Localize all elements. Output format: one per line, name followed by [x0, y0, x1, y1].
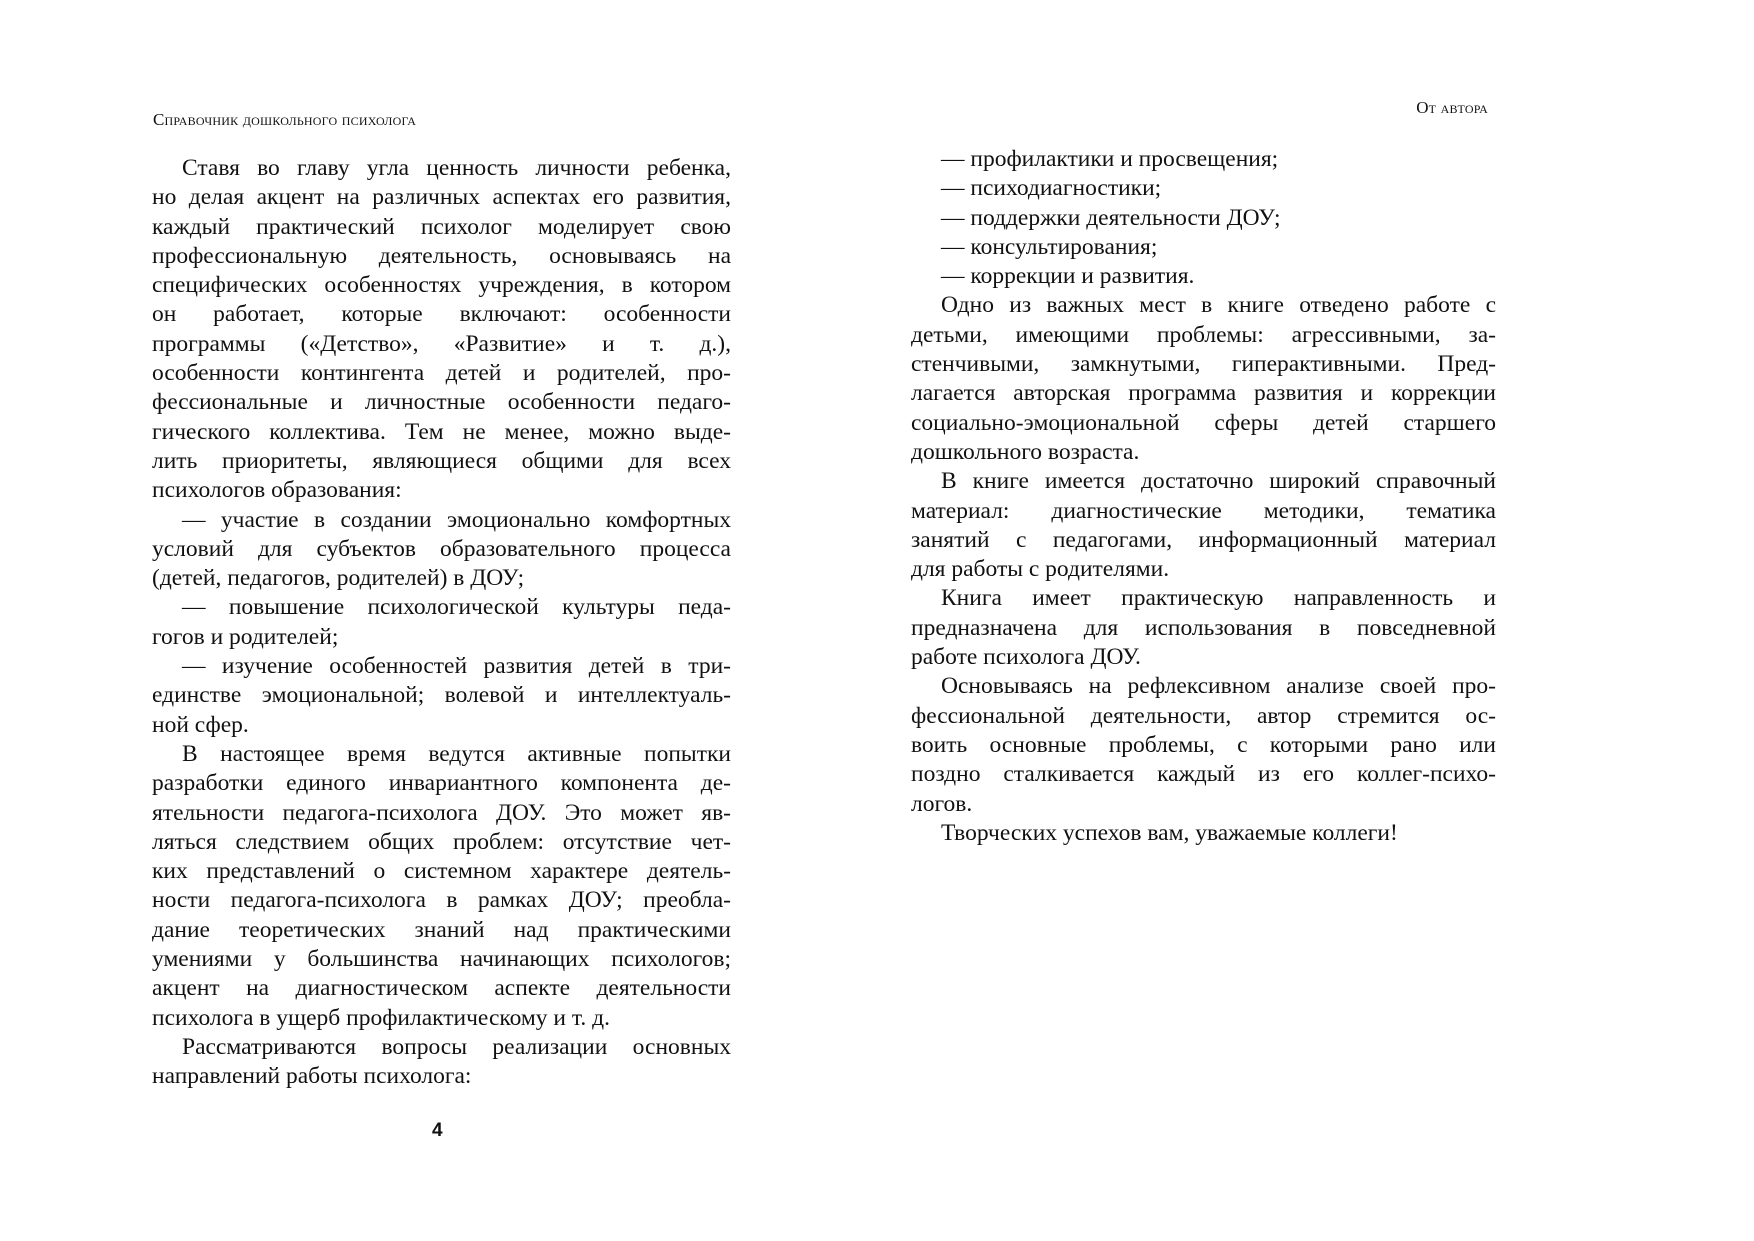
- right-page-body: [911, 145, 1496, 848]
- text-line: предназначена для использования в повседневной: [911, 614, 1496, 641]
- paragraph: [911, 174, 1496, 203]
- text-line: психологов образования:: [152, 477, 402, 504]
- text-line: ной сфер.: [152, 711, 249, 738]
- text-line: дание теоретических знаний над практическими: [152, 916, 731, 943]
- text-line: Ставя во главу угла ценность личности ребенка,: [182, 155, 731, 181]
- text-line: программы («Детство», «Развитие» и т. д.),: [152, 330, 731, 357]
- paragraph: [152, 740, 731, 1033]
- text-line: — изучение особенностей развития детей в три-: [182, 653, 731, 680]
- text-line: Книга имеет практическую направленность и: [941, 585, 1496, 612]
- text-line: В книге имеется достаточно широкий справочный: [941, 468, 1496, 495]
- text-line: занятий с педагогами, информационный материал: [911, 526, 1496, 553]
- text-line: ятельности педагога-психолога ДОУ. Это может яв-: [152, 799, 731, 826]
- text-line: детьми, имеющими проблемы: агрессивными, за-: [911, 321, 1496, 348]
- text-line: — повышение психологической культуры педа-: [182, 594, 731, 621]
- text-line: психолога в ущерб профилактическому и т. д.: [152, 1004, 610, 1031]
- text-line: — поддержки деятельности ДОУ;: [941, 204, 1281, 231]
- paragraph: [911, 291, 1496, 467]
- text-line: — психодиагностики;: [941, 175, 1162, 202]
- paragraph: [152, 1033, 731, 1092]
- text-line: гического коллектива. Тем не менее, можно выде-: [152, 418, 731, 445]
- text-line: особенности контингента детей и родителей, про-: [152, 360, 731, 387]
- text-line: гогов и родителей;: [152, 623, 339, 650]
- text-line: — профилактики и просвещения;: [941, 146, 1279, 172]
- paragraph: [911, 233, 1496, 262]
- text-line: лить приоритеты, являющиеся общими для всех: [152, 447, 731, 474]
- text-line: лагается авторская программа развития и коррекции: [911, 380, 1496, 407]
- text-line: единстве эмоциональной; волевой и интеллектуаль-: [152, 682, 731, 709]
- paragraph: [152, 593, 731, 652]
- text-line: ких представлений о системном характере деятель-: [152, 858, 731, 885]
- running-header-right: От автора: [1416, 98, 1488, 117]
- text-line: поздно сталкивается каждый из его коллег-психо-: [911, 761, 1496, 788]
- paragraph: [911, 145, 1496, 174]
- text-line: Основываясь на рефлексивном анализе своей про-: [941, 673, 1496, 700]
- text-line: материал: диагностические методики, тематика: [911, 497, 1496, 524]
- text-line: (детей, педагогов, родителей) в ДОУ;: [152, 565, 525, 592]
- text-line: умениями у большинства начинающих психологов;: [152, 946, 731, 973]
- text-line: фессиональные и личностные особенности педаго-: [152, 389, 731, 416]
- text-line: он работает, которые включают: особенности: [152, 301, 731, 328]
- left-page-body: [152, 154, 731, 1092]
- text-line: специфических особенностях учреждения, в котором: [152, 272, 731, 299]
- text-line: логов.: [911, 790, 973, 817]
- text-line: акцент на диагностическом аспекте деятельности: [152, 975, 731, 1002]
- text-line: каждый практический психолог моделирует свою: [152, 213, 731, 240]
- text-line: социально-эмоциональной сферы детей старшего: [911, 409, 1496, 436]
- paragraph: [152, 154, 731, 506]
- paragraph: [911, 819, 1496, 848]
- paragraph: [152, 652, 731, 740]
- text-line: фессиональной деятельности, автор стремится ос-: [911, 702, 1496, 729]
- paragraph: [911, 262, 1496, 291]
- text-line: — консультирования;: [941, 233, 1158, 260]
- paragraph: [152, 506, 731, 594]
- text-line: работе психолога ДОУ.: [911, 644, 1141, 671]
- text-line: условий для субъектов образовательного процесса: [152, 535, 731, 562]
- text-line: воить основные проблемы, с которыми рано или: [911, 731, 1496, 758]
- text-line: дошкольного возраста.: [911, 438, 1140, 465]
- text-line: Рассматриваются вопросы реализации основных: [182, 1033, 731, 1060]
- text-line: стенчивыми, замкнутыми, гиперактивными. Пред-: [911, 351, 1496, 378]
- paragraph: [911, 672, 1496, 818]
- text-line: — участие в создании эмоционально комфортных: [182, 506, 731, 533]
- text-line: ляться следствием общих проблем: отсутствие чет-: [152, 828, 731, 855]
- text-line: — коррекции и развития.: [941, 263, 1195, 290]
- page-number: 4: [432, 1120, 443, 1141]
- text-line: В настоящее время ведутся активные попытки: [182, 740, 731, 767]
- text-line: ности педагога-психолога в рамках ДОУ; преобла-: [152, 887, 731, 914]
- paragraph: [911, 204, 1496, 233]
- text-line: но делая акцент на различных аспектах его развития,: [152, 184, 731, 211]
- text-line: разработки единого инвариантного компонента де-: [152, 770, 731, 797]
- text-line: Одно из важных мест в книге отведено работе с: [941, 292, 1496, 319]
- text-line: Творческих успехов вам, уважаемые коллеги!: [941, 819, 1398, 846]
- text-line: профессиональную деятельность, основываясь на: [152, 242, 731, 269]
- text-line: направлений работы психолога:: [152, 1063, 472, 1090]
- text-line: для работы с родителями.: [911, 556, 1170, 583]
- paragraph: [911, 467, 1496, 584]
- paragraph: [911, 584, 1496, 672]
- running-header-left: Справочник дошкольного психолога: [153, 110, 417, 129]
